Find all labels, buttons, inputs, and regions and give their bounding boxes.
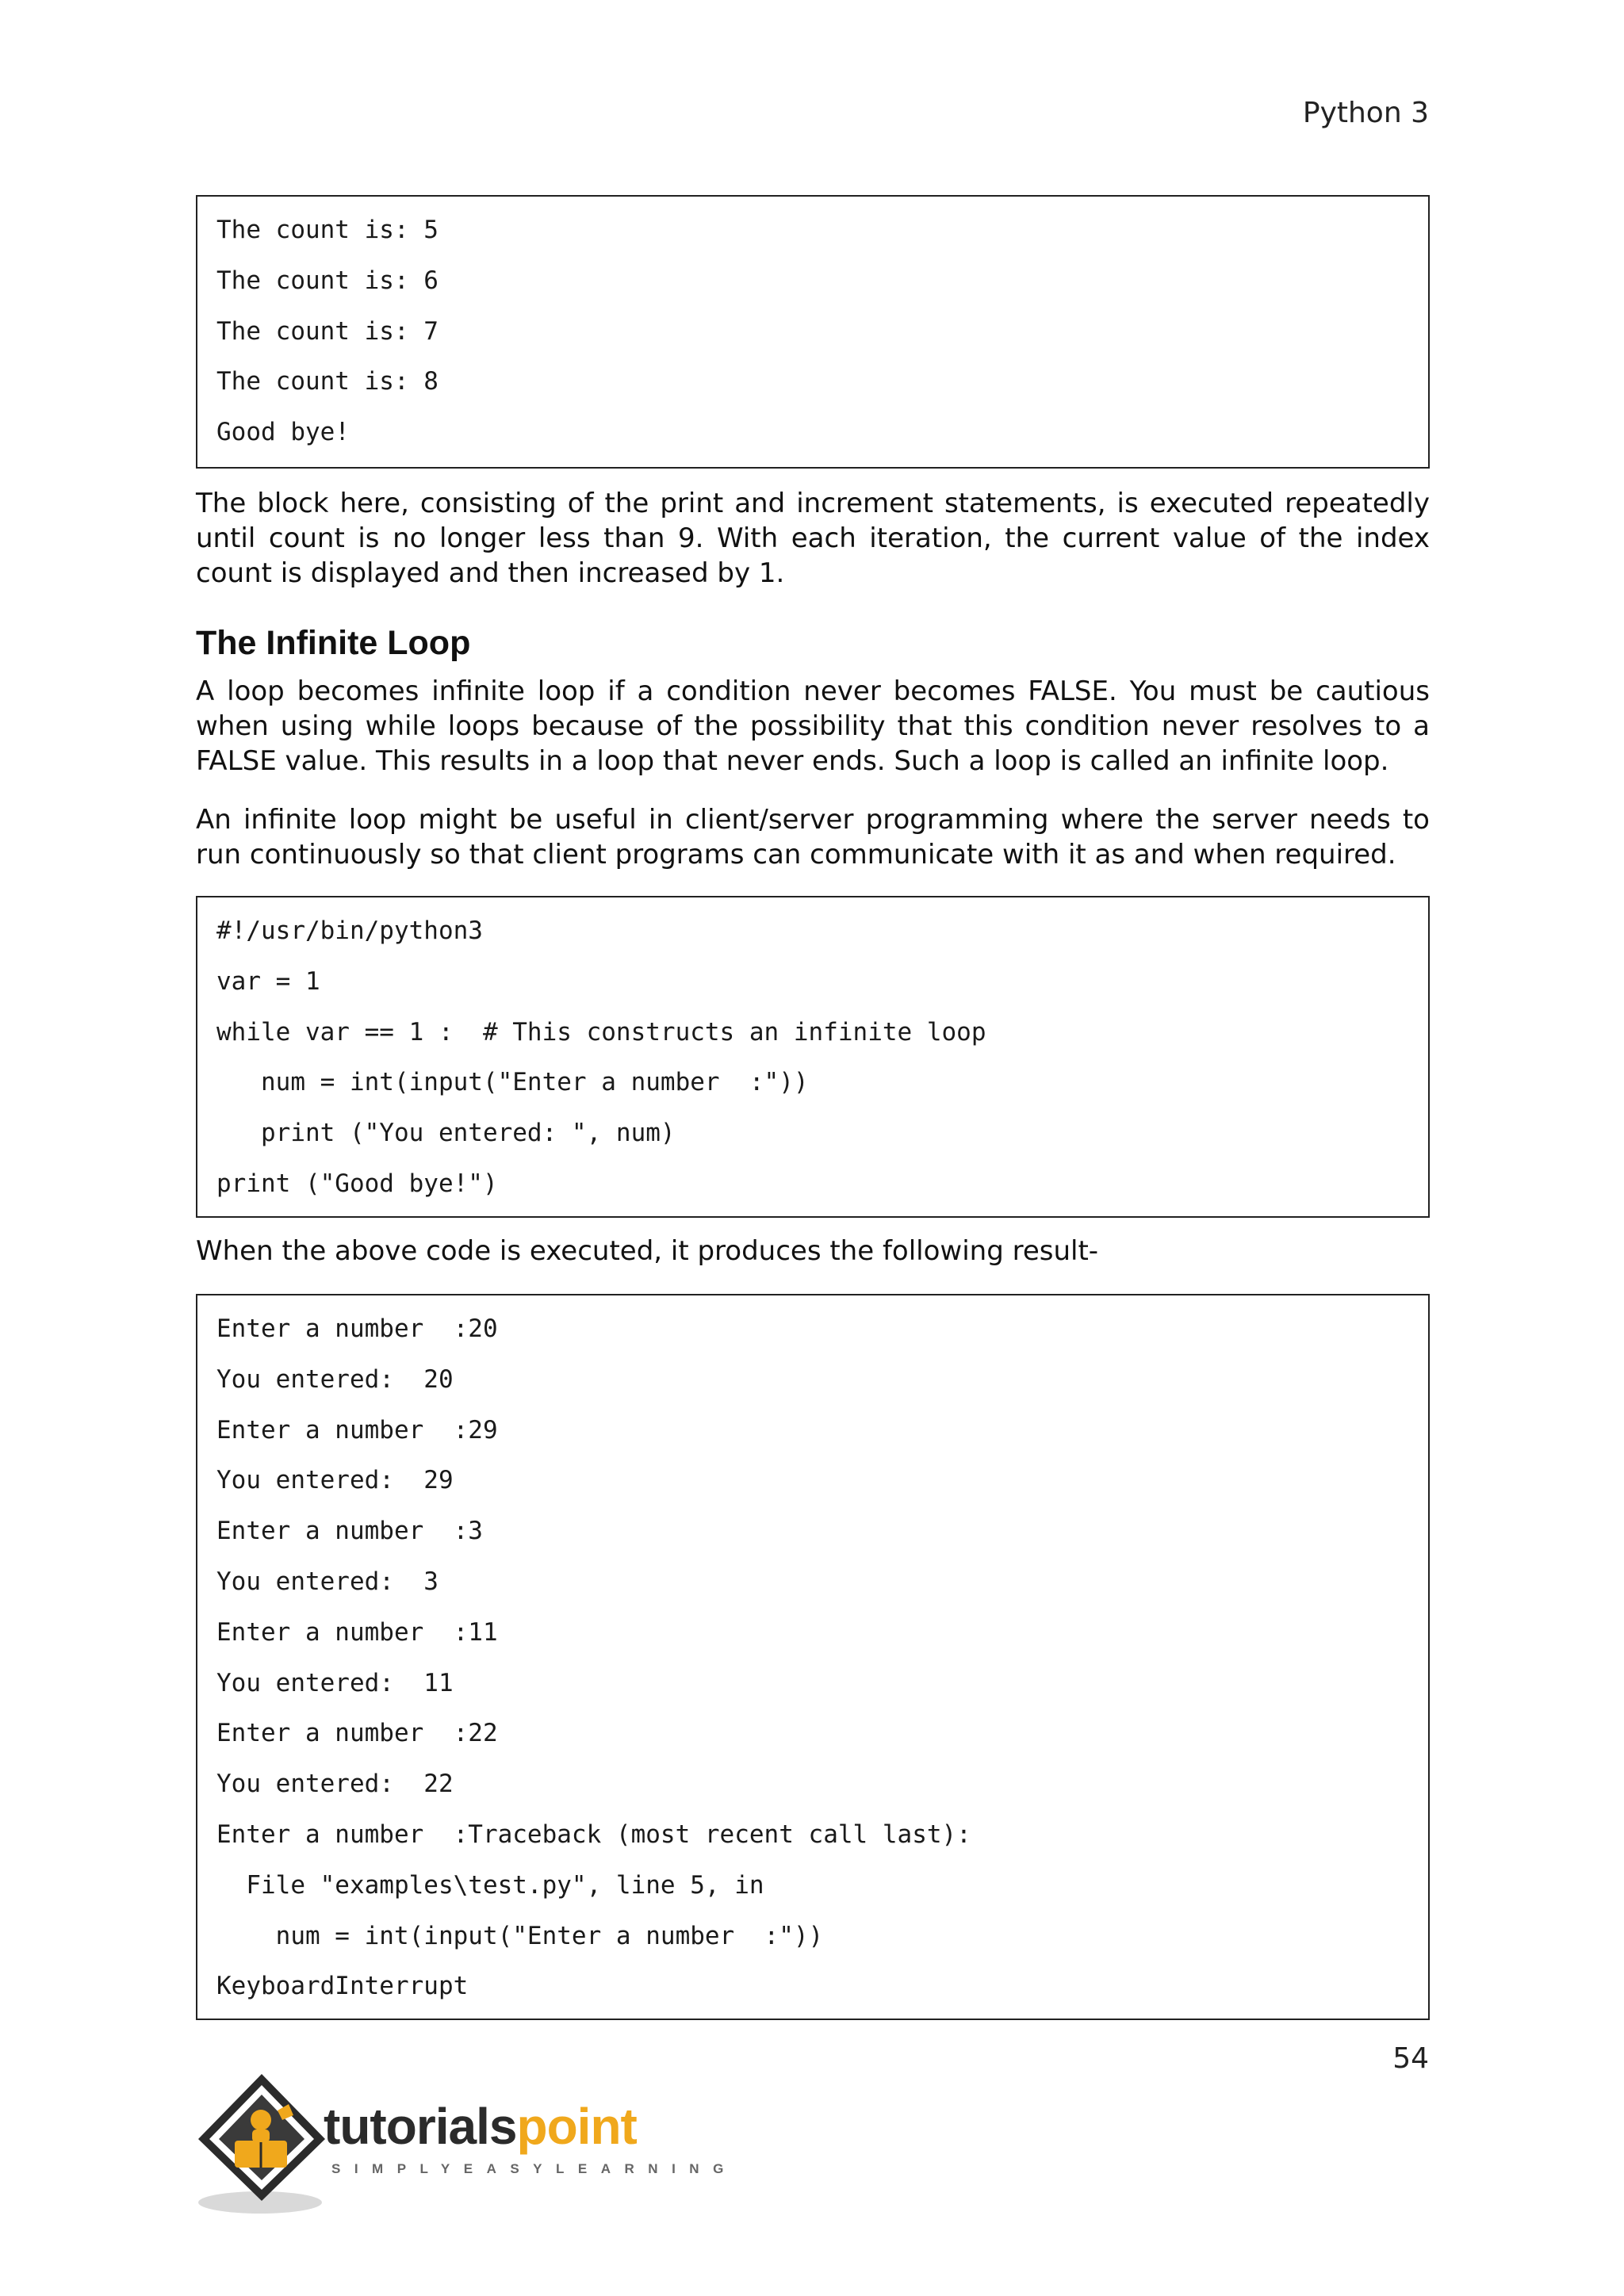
code-line: You entered: 11 — [216, 1668, 454, 1697]
section-heading: The Infinite Loop — [196, 624, 471, 662]
code-line: File "examples\test.py", line 5, in — [216, 1870, 764, 1900]
logo-text-point: point — [516, 2098, 637, 2155]
page-header-title: Python 3 — [1302, 97, 1429, 129]
code-line: while var == 1 : # This constructs an infinite loop — [216, 1017, 986, 1047]
code-line: var = 1 — [216, 966, 320, 996]
code-line: Good bye! — [216, 418, 350, 447]
logo-text-tutorials: tutorials — [324, 2098, 517, 2155]
code-line: Enter a number :22 — [216, 1719, 498, 1748]
logo-diamond-icon — [189, 2068, 327, 2218]
code-line: The count is: 7 — [216, 316, 439, 346]
code-line: Enter a number :11 — [216, 1617, 498, 1647]
code-line: #!/usr/bin/python3 — [216, 916, 483, 945]
code-line: num = int(input("Enter a number :")) — [216, 1068, 809, 1097]
code-line: You entered: 22 — [216, 1770, 454, 1799]
code-line: Enter a number :29 — [216, 1415, 498, 1445]
code-line: You entered: 29 — [216, 1466, 454, 1495]
code-line: The count is: 6 — [216, 266, 439, 295]
code-line: print ("Good bye!") — [216, 1169, 498, 1198]
code-line: Enter a number :Traceback (most recent call last): — [216, 1820, 971, 1849]
code-line: Enter a number :3 — [216, 1517, 483, 1546]
code-line: KeyboardInterrupt — [216, 1972, 469, 2001]
paragraph-infinite-loop: A loop becomes infinite loop if a condition never becomes FALSE. You must be cautious when using while loops because of the possibility that this condition never resolves to a FALSE value. This results in a loop that never ends. Such a loop is called an infinite loop. — [196, 675, 1430, 777]
output-box-result — [196, 1294, 1430, 2020]
code-line: You entered: 20 — [216, 1364, 454, 1394]
paragraph-client-server: An infinite loop might be useful in client/server programming where the server needs to run continuously so that client programs can communicate with it as and when required. — [196, 804, 1430, 871]
logo-wordmark — [324, 2098, 637, 2155]
page-number: 54 — [1392, 2042, 1429, 2075]
code-line: print ("You entered: ", num) — [216, 1119, 676, 1148]
code-line: num = int(input("Enter a number :")) — [216, 1921, 824, 1950]
code-line: The count is: 5 — [216, 216, 439, 244]
paragraph-block-explanation: The block here, consisting of the print and increment statements, is executed repeatedly until count is no longer less than 9. With each iteration, the current value of the index count is displayed and then increased by 1. — [196, 488, 1430, 589]
paragraph-result-intro: When the above code is executed, it produces the following result- — [196, 1235, 1099, 1267]
tutorialspoint-logo — [189, 2068, 737, 2218]
code-line: Enter a number :20 — [216, 1314, 498, 1343]
code-line: You entered: 3 — [216, 1567, 439, 1596]
page-content — [196, 195, 1430, 2020]
code-line: The count is: 8 — [216, 367, 439, 396]
logo-tagline: SIMPLYEASYLEARNING — [331, 2161, 737, 2176]
code-box-infinite-loop — [196, 896, 1430, 1218]
output-box-count — [196, 195, 1430, 469]
